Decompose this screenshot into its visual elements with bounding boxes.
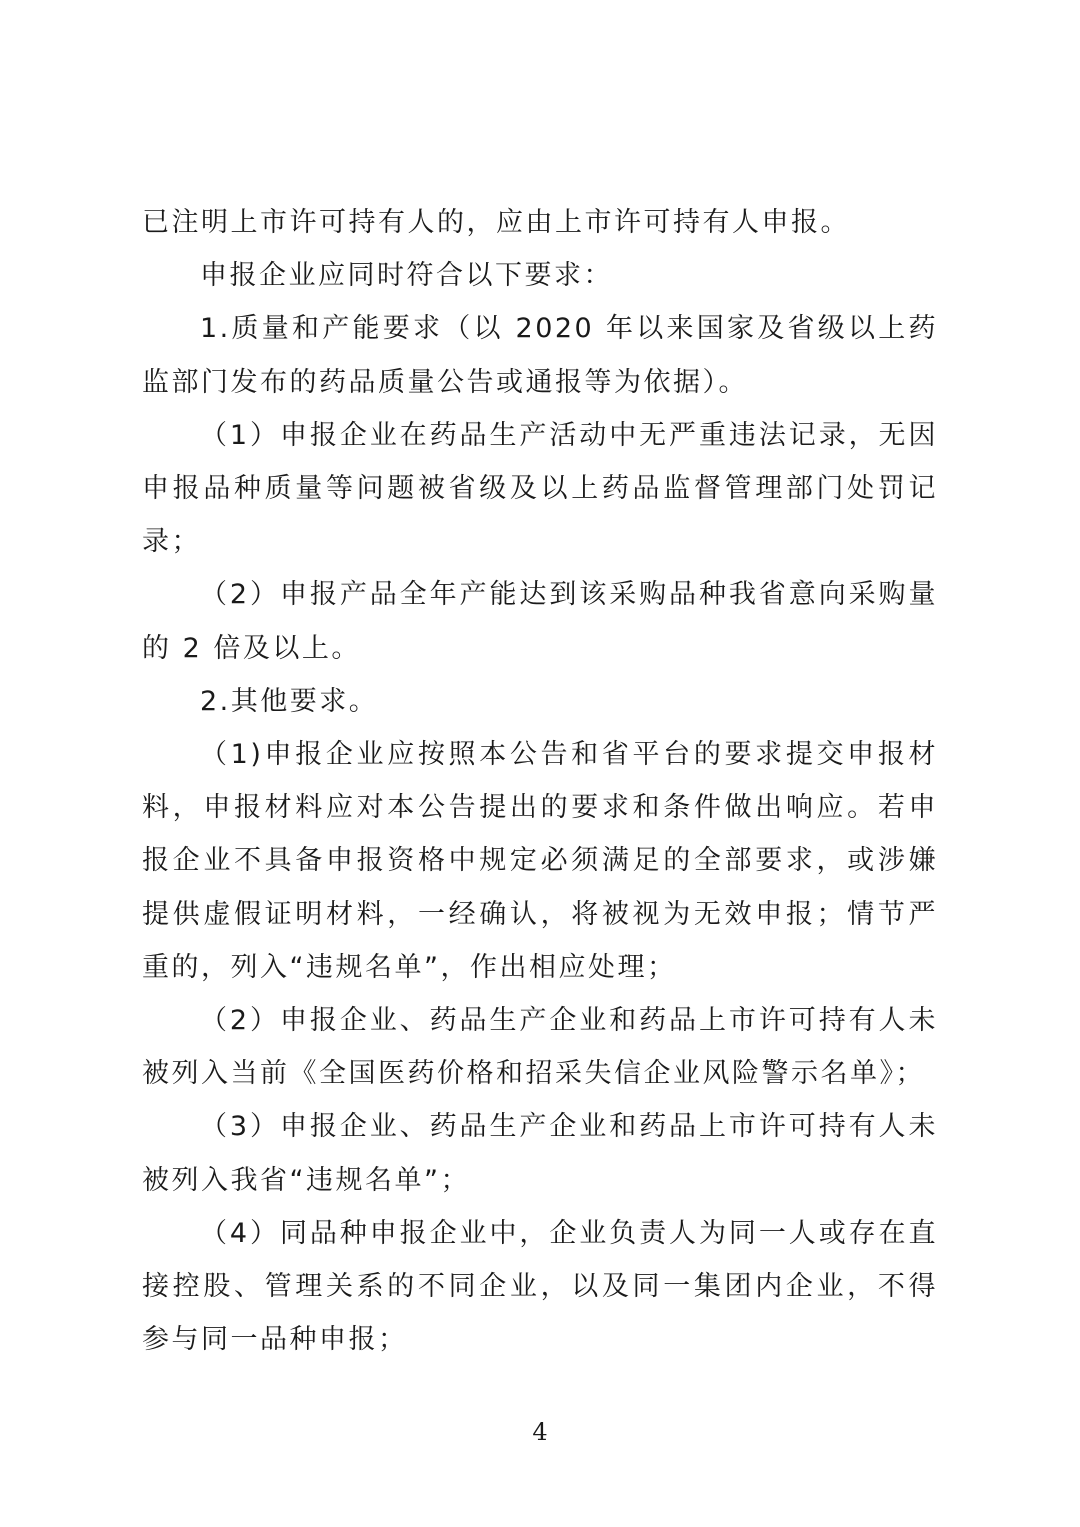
body-text <box>142 196 938 1366</box>
paragraph-continuation: 已注明上市许可持有人的，应由上市许可持有人申报。 <box>142 207 850 238</box>
paragraph-other-item-3: （3）申报企业、药品生产企业和药品上市许可持有人未被列入我省“违规名单”； <box>142 1111 938 1196</box>
paragraph-other-item-1: （1)申报企业应按照本公告和省平台的要求提交申报材料，申报材料应对本公告提出的要求和条件做出响应。若申报企业不具备申报资格中规定必须满足的全部要求，或涉嫌提供虚假证明材料，一经确认，将被视为无效申报；情节严重的，列入“违规名单”，作出相应处理； <box>142 739 938 983</box>
paragraph-other-heading: 2.其他要求。 <box>200 685 379 717</box>
paragraph-other-item-2: （2）申报企业、药品生产企业和药品上市许可持有人未被列入当前《全国医药价格和招采失信企业风险警示名单》； <box>142 1005 938 1090</box>
page-number: 4 <box>532 1418 548 1446</box>
paragraph-quality-item-1: （1）申报企业在药品生产活动中无严重违法记录，无因申报品种质量等问题被省级及以上药品监督管理部门处罚记录； <box>142 419 938 558</box>
paragraph-requirements-intro: 申报企业应同时符合以下要求： <box>200 260 613 292</box>
paragraph-quality-capacity-heading: 1.质量和产能要求（以 2020 年以来国家及省级以上药监部门发布的药品质量公告或通报等为依据）。 <box>142 313 938 398</box>
paragraph-quality-item-2: （2）申报产品全年产能达到该采购品种我省意向采购量的 2 倍及以上。 <box>142 579 938 664</box>
paragraph-other-item-4: （4）同品种申报企业中，企业负责人为同一人或存在直接控股、管理关系的不同企业，以及同一集团内企业，不得参与同一品种申报； <box>142 1217 938 1356</box>
